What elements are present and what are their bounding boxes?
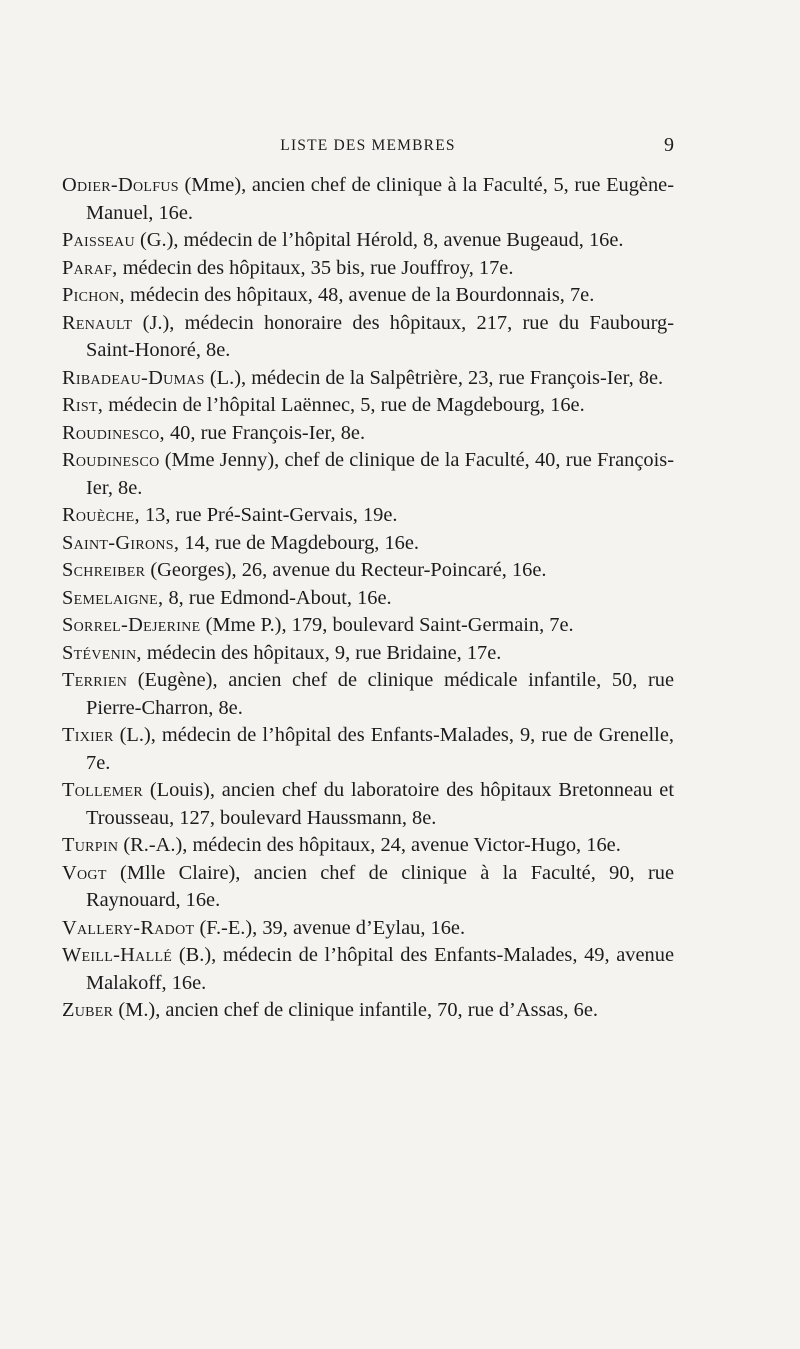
member-entry — [62, 227, 674, 255]
member-entry — [62, 777, 674, 832]
member-details: (Louis), ancien chef du laboratoire des hôpitaux Bretonneau et Trousseau, 127, boulevard Haussmann, 8e. — [86, 779, 674, 829]
member-details: (Mlle Claire), ancien chef de clinique à la Faculté, 90, rue Raynouard, 16e. — [86, 861, 674, 911]
member-name: Pichon, — [62, 284, 125, 306]
member-entry — [62, 502, 674, 530]
member-name: Stévenin, — [62, 641, 142, 664]
member-name: Rist, — [62, 394, 104, 416]
member-name: Schreiber — [62, 559, 146, 581]
member-name: Roudinesco — [62, 449, 160, 471]
member-details: (L.), médecin de la Salpêtrière, 23, rue François-Ier, 8e. — [204, 366, 664, 389]
member-details: médecin des hôpitaux, 35 bis, rue Jouffroy, 17e. — [117, 256, 514, 279]
member-entry — [62, 915, 674, 943]
member-details: (F.-E.), 39, avenue d’Eylau, 16e. — [194, 916, 466, 939]
member-name: Renault — [62, 311, 133, 334]
member-list — [62, 172, 674, 1025]
member-details: (B.), médecin de l’hôpital des Enfants-Malades, 49, avenue Malakoff, 16e. — [86, 944, 674, 994]
member-details: (R.-A.), médecin des hôpitaux, 24, avenue Victor-Hugo, 16e. — [118, 834, 621, 856]
running-head: LISTE DES MEMBRES — [280, 137, 456, 154]
member-name: Odier-Dolfus — [62, 174, 179, 196]
member-name: Paraf, — [62, 256, 118, 279]
member-entry — [62, 585, 674, 613]
member-name: Paisseau — [62, 229, 135, 251]
member-entry — [62, 860, 674, 915]
member-details: (Georges), 26, avenue du Recteur-Poincaré, 16e. — [145, 559, 547, 581]
member-entry — [62, 392, 674, 420]
member-details: (G.), médecin de l’hôpital Hérold, 8, avenue Bugeaud, 16e. — [134, 229, 624, 251]
member-name: Tollemer — [62, 779, 143, 801]
member-entry — [62, 420, 674, 448]
member-details: (Mme), ancien chef de clinique à la Faculté, 5, rue Eugène-Manuel, 16e. — [86, 174, 674, 224]
member-name: Weill-Hallé — [62, 944, 173, 966]
member-details: (L.), médecin de l’hôpital des Enfants-Malades, 9, rue de Grenelle, 7e. — [86, 724, 674, 774]
member-entry — [62, 997, 674, 1025]
member-details: (Eugène), ancien chef de clinique médicale infantile, 50, rue Pierre-Charron, 8e. — [86, 669, 674, 719]
member-entry — [62, 557, 674, 585]
member-entry — [62, 282, 674, 310]
member-entry — [62, 310, 674, 365]
member-name: Rouèche, — [62, 504, 140, 526]
member-entry — [62, 612, 674, 640]
member-details: 8, rue Edmond-About, 16e. — [163, 586, 392, 609]
member-entry — [62, 255, 674, 283]
member-entry — [62, 667, 674, 722]
member-entry — [62, 447, 674, 502]
member-name: Turpin — [62, 834, 119, 856]
member-name: Zuber — [62, 999, 114, 1021]
member-name: Tixier — [62, 724, 114, 746]
member-name: Terrien — [62, 669, 128, 691]
member-entry — [62, 722, 674, 777]
member-details: 40, rue François-Ier, 8e. — [164, 421, 366, 444]
member-entry — [62, 832, 674, 860]
member-details: 13, rue Pré-Saint-Gervais, 19e. — [139, 504, 398, 526]
member-entry — [62, 530, 674, 558]
member-name: Vallery-Radot — [62, 916, 195, 939]
member-entry — [62, 365, 674, 393]
member-details: médecin des hôpitaux, 48, avenue de la Bourdonnais, 7e. — [124, 284, 595, 306]
member-entry — [62, 640, 674, 668]
member-details: médecin des hôpitaux, 9, rue Bridaine, 17e. — [141, 641, 502, 664]
member-details: 14, rue de Magdebourg, 16e. — [179, 531, 420, 554]
member-details: (Mme Jenny), chef de clinique de la Faculté, 40, rue François-Ier, 8e. — [86, 449, 674, 499]
member-name: Saint-Girons, — [62, 531, 180, 554]
member-entry — [62, 942, 674, 997]
member-name: Ribadeau-Dumas — [62, 366, 205, 389]
member-details: (Mme P.), 179, boulevard Saint-Germain, 7e. — [200, 614, 574, 636]
member-name: Roudinesco, — [62, 421, 165, 444]
member-name: Sorrel-Dejerine — [62, 614, 201, 636]
page-number: 9 — [664, 134, 674, 156]
member-name: Vogt — [62, 861, 107, 884]
page-header — [62, 134, 674, 158]
member-name: Semelaigne, — [62, 586, 164, 609]
member-details: (M.), ancien chef de clinique infantile, 70, rue d’Assas, 6e. — [113, 999, 598, 1021]
member-details: médecin de l’hôpital Laënnec, 5, rue de Magdebourg, 16e. — [103, 394, 585, 416]
member-entry — [62, 172, 674, 227]
member-details: (J.), médecin honoraire des hôpitaux, 217, rue du Faubourg-Saint-Honoré, 8e. — [86, 311, 674, 361]
